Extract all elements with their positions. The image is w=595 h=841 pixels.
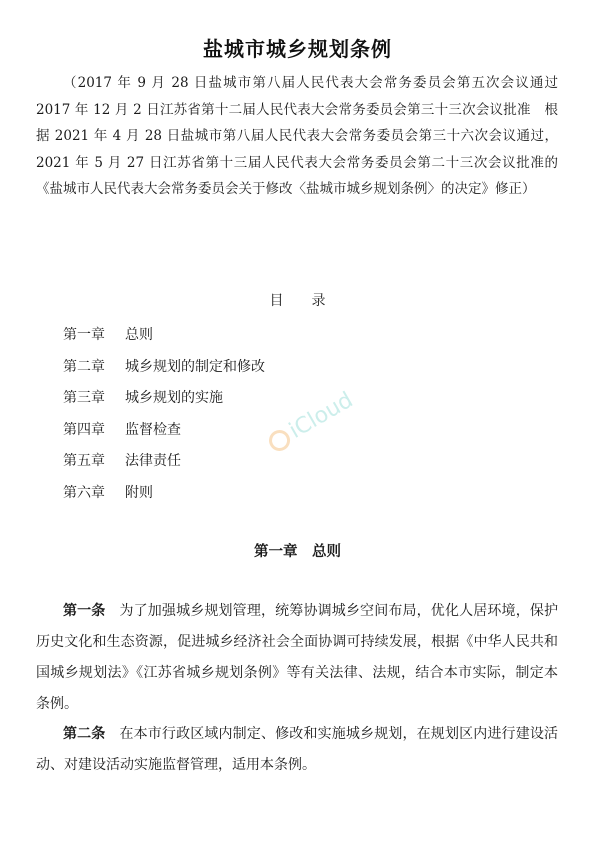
article-label: 第一条 — [63, 603, 106, 619]
toc-item[interactable] — [63, 446, 265, 478]
toc-item[interactable] — [63, 415, 265, 447]
toc-item-title: 法律责任 — [125, 453, 181, 469]
toc-item-number: 第六章 — [63, 484, 105, 501]
toc-item[interactable] — [63, 383, 265, 415]
article-text: 在本市行政区域内制定、修改和实施城乡规划，在规划区内进行建设活动、对建设活动实施监督管理，适用本条例。 — [36, 726, 559, 773]
toc-item[interactable] — [63, 478, 265, 510]
toc-item[interactable] — [63, 352, 265, 384]
toc-item-title: 城乡规划的制定和修改 — [125, 358, 265, 375]
article-text: 为了加强城乡规划管理，统筹协调城乡空间布局，优化人居环境，保护历史文化和生态资源，促进城乡经济社会全面协调可持续发展，根据《中华人民共和国城乡规划法》《江苏省城乡规划条例》等有关法律、法规，结合本市实际，制定本条例。 — [36, 603, 559, 712]
toc-heading: 目录 — [269, 293, 354, 309]
document-title: 盐城市城乡规划条例 — [203, 37, 392, 61]
toc-item-title: 附则 — [125, 484, 153, 501]
document-preamble: （2017 年 9 月 28 日盐城市第八届人民代表大会常务委员会第五次会议通过 2017 年 12 月 2 日江苏省第十二届人民代表大会常务委员会第三十三次会议批准 根据 2021 年 4 月 28 日盐城市第八届人民代表大会常务委员会第三十六次会议通过，2021 年 5 月 27 日江苏省第十三届人民代表大会常务委员会第二十三次会议批准的《盐城市人民代表大会常务委员会关于修改〈盐城市城乡规划条例〉的决定》修正） — [36, 75, 572, 197]
watermark-text: iCloud — [285, 387, 357, 444]
article — [36, 719, 558, 781]
toc-item-number: 第二章 — [63, 358, 105, 375]
toc-item-title: 城乡规划的实施 — [125, 390, 223, 406]
toc-item-title: 监督检查 — [125, 421, 181, 438]
cloud-logo-icon — [257, 380, 357, 460]
toc-item-number: 第一章 — [63, 327, 105, 343]
toc-item-number: 第五章 — [63, 453, 105, 469]
toc-item-number: 第三章 — [63, 390, 105, 406]
table-of-contents — [63, 320, 265, 509]
toc-item-title: 总则 — [125, 327, 153, 343]
article — [36, 596, 558, 720]
article-label: 第二条 — [63, 726, 106, 742]
chapter-heading: 第一章 总则 — [254, 544, 341, 560]
toc-item[interactable] — [63, 320, 265, 352]
toc-item-number: 第四章 — [63, 421, 105, 438]
